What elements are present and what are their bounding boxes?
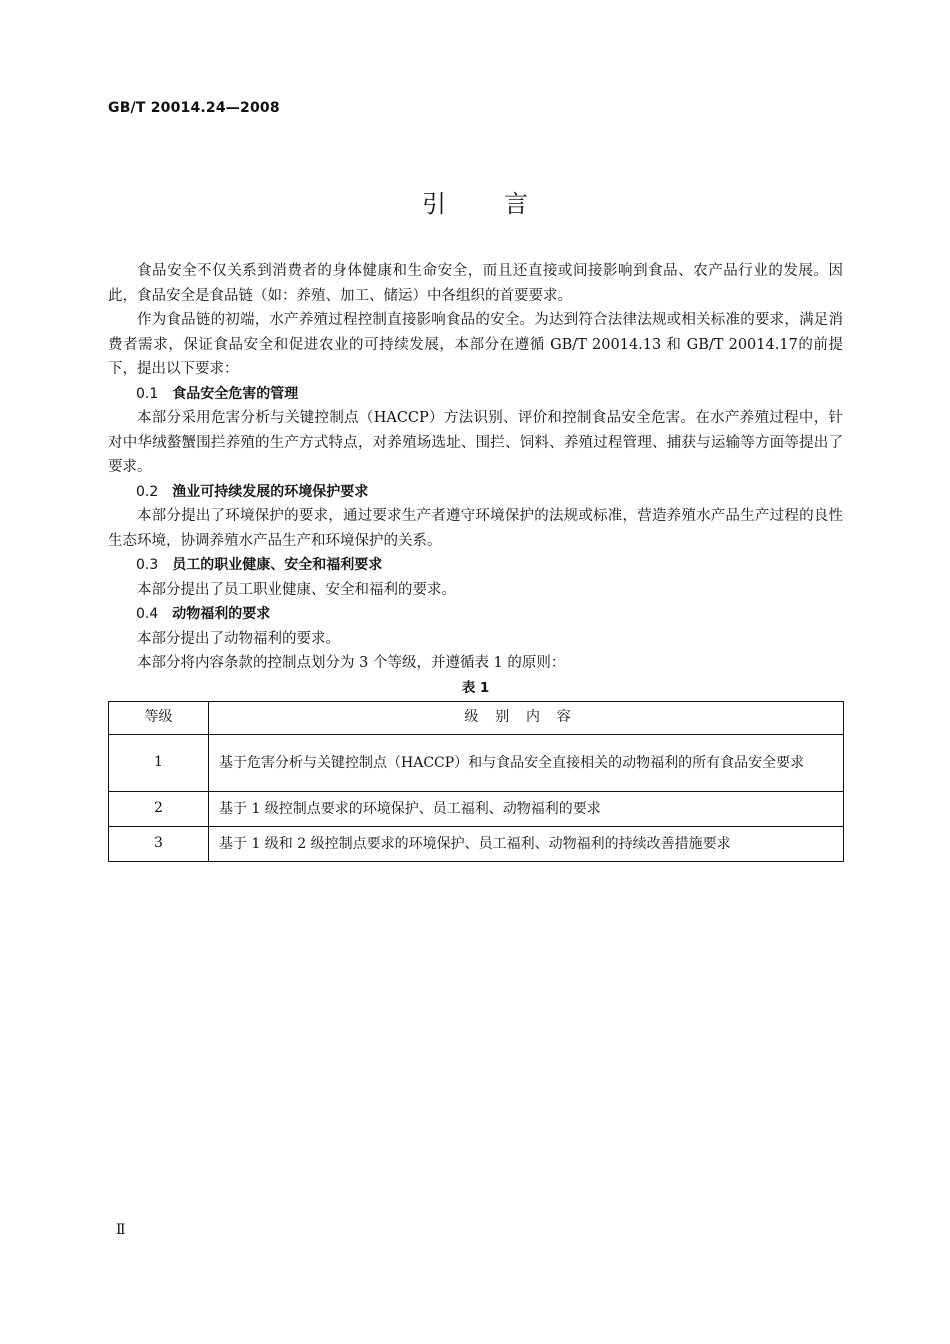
table-row (109, 826, 844, 861)
table-row (109, 791, 844, 826)
table-row (109, 734, 844, 791)
section-heading-0-3 (108, 553, 843, 578)
section-number: 0.4 (136, 606, 159, 622)
intro-paragraph-2: 作为食品链的初端，水产养殖过程控制直接影响食品的安全。为达到符合法律法规或相关标准的要求，满足消费者需求，保证食品安全和促进农业的可持续发展，本部分在遵循 GB/T 20014.13 和 GB/T 20014.17的前提下，提出以下要求： (108, 312, 843, 377)
content-cell: 基于 1 级和 2 级控制点要求的环境保护、员工福利、动物福利的持续改善措施要求 (209, 826, 844, 861)
content-cell: 基于危害分析与关键控制点（HACCP）和与食品安全直接相关的动物福利的所有食品安全要求 (209, 734, 844, 791)
section-heading-0-2 (108, 480, 843, 505)
header-content: 级别内容 (209, 701, 844, 734)
content-cell: 基于 1 级控制点要求的环境保护、员工福利、动物福利的要求 (209, 791, 844, 826)
grade-cell: 2 (109, 791, 209, 826)
standard-code: GB/T 20014.24—2008 (108, 100, 280, 116)
grade-cell: 3 (109, 826, 209, 861)
section-text-0-2: 本部分提出了环境保护的要求，通过要求生产者遵守环境保护的法规或标准，营造养殖水产品生产过程的良性生态环境，协调养殖水产品生产和环境保护的关系。 (108, 508, 843, 549)
grade-cell: 1 (109, 734, 209, 791)
table-header-row (109, 701, 844, 734)
section-title: 渔业可持续发展的环境保护要求 (172, 483, 369, 500)
section-text-0-4: 本部分提出了动物福利的要求。 (137, 630, 340, 647)
title-char-2: 言 (504, 190, 528, 218)
section-number: 0.1 (136, 385, 159, 402)
section-heading-0-1 (108, 382, 843, 407)
section-text-0-1: 本部分采用危害分析与关键控制点（HACCP）方法识别、评价和控制食品安全危害。在水产养殖过程中，针对中华绒螯蟹围拦养殖的生产方式特点，对养殖场选址、围拦、饲料、养殖过程管理、捕获与运输等方面等提出了要求。 (108, 410, 843, 475)
intro-paragraph-1: 食品安全不仅关系到消费者的身体健康和生命安全，而且还直接或间接影响到食品、农产品行业的发展。因此，食品安全是食品链（如：养殖、加工、储运）中各组织的首要要求。 (108, 263, 843, 304)
section-number: 0.2 (136, 483, 159, 500)
title-char-1: 引 (422, 190, 446, 218)
page-title (0, 184, 950, 219)
section-title: 动物福利的要求 (172, 606, 271, 622)
closing-paragraph: 本部分将内容条款的控制点划分为 3 个等级，并遵循表 1 的原则： (137, 655, 566, 671)
grade-table (108, 701, 844, 862)
section-title: 员工的职业健康、安全和福利要求 (172, 557, 383, 573)
table-caption: 表 1 (461, 679, 490, 696)
page-number: Ⅱ (116, 1222, 126, 1238)
section-text-0-3: 本部分提出了员工职业健康、安全和福利的要求。 (137, 581, 456, 598)
header-grade: 等级 (109, 701, 209, 734)
document-body (108, 259, 843, 862)
section-heading-0-4 (108, 602, 843, 627)
section-title: 食品安全危害的管理 (172, 385, 299, 402)
section-number: 0.3 (136, 557, 159, 573)
